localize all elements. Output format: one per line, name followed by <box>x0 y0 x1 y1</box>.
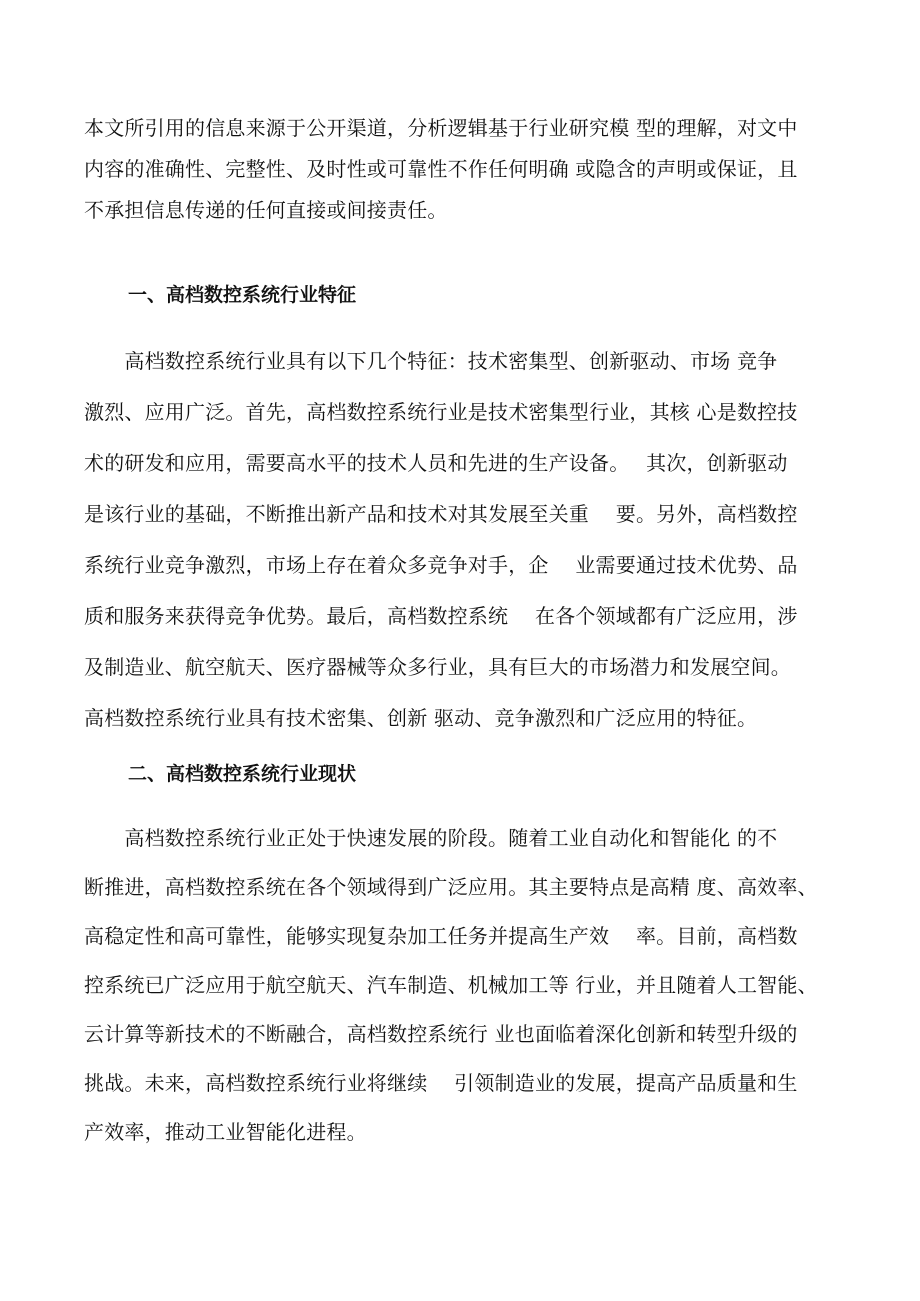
text-line: 高档数控系统行业正处于快速发展的阶段。随着工业自动化和智能化 的不 <box>84 826 778 850</box>
text-line: 是该行业的基础，不断推出新产品和技术对其发展至关重 要。另外，高档数控 <box>84 502 798 526</box>
text-line: 及制造业、航空航天、医疗器械等众多行业，具有巨大的市场潜力和发展空间。 <box>84 655 791 679</box>
text-line: 云计算等新技术的不断融合，高档数控系统行 业也面临着深化创新和转型升级的 <box>84 1022 798 1046</box>
text-line: 不承担信息传递的任何直接或间接责任。 <box>84 198 448 222</box>
text-line: 控系统已广泛应用于航空航天、汽车制造、机械加工等 行业，并且随着人工智能、 <box>84 973 818 997</box>
text-line: 系统行业竞争激烈，市场上存在着众多竞争对手，企 业需要通过技术优势、品 <box>84 553 798 577</box>
status-paragraph <box>84 814 836 1157</box>
text-line: 质和服务来获得竞争优势。最后，高档数控系统 在各个领域都有广泛应用，涉 <box>84 604 798 628</box>
section-heading-status: 二、高档数控系统行业现状 <box>128 763 357 785</box>
section-heading-characteristics: 一、高档数控系统行业特征 <box>128 284 357 306</box>
text-line: 高稳定性和高可靠性，能够实现复杂加工任务并提高生产效 率。目前，高档数 <box>84 924 798 948</box>
text-line: 本文所引用的信息来源于公开渠道，分析逻辑基于行业研究模 型的理解，对文中 <box>84 116 798 140</box>
disclaimer-paragraph <box>84 108 836 231</box>
text-line: 高档数控系统行业具有以下几个特征：技术密集型、创新驱动、市场 竞争 <box>84 349 778 373</box>
text-line: 激烈、应用广泛。首先，高档数控系统行业是技术密集型行业，其核 心是数控技 <box>84 400 798 424</box>
text-line: 高档数控系统行业具有技术密集、创新 驱动、竞争激烈和广泛应用的特征。 <box>84 706 758 730</box>
text-line: 断推进，高档数控系统在各个领域得到广泛应用。其主要特点是高精 度、高效率、 <box>84 875 818 899</box>
text-line: 产效率，推动工业智能化进程。 <box>84 1120 367 1144</box>
text-line: 内容的准确性、完整性、及时性或可靠性不作任何明确 或隐含的声明或保证，且 <box>84 157 798 181</box>
text-line: 术的研发和应用，需要高水平的技术人员和先进的生产设备。 其次，创新驱动 <box>84 451 788 475</box>
characteristics-paragraph <box>84 336 836 744</box>
text-line: 挑战。未来，高档数控系统行业将继续 引领制造业的发展，提高产品质量和生 <box>84 1071 798 1095</box>
